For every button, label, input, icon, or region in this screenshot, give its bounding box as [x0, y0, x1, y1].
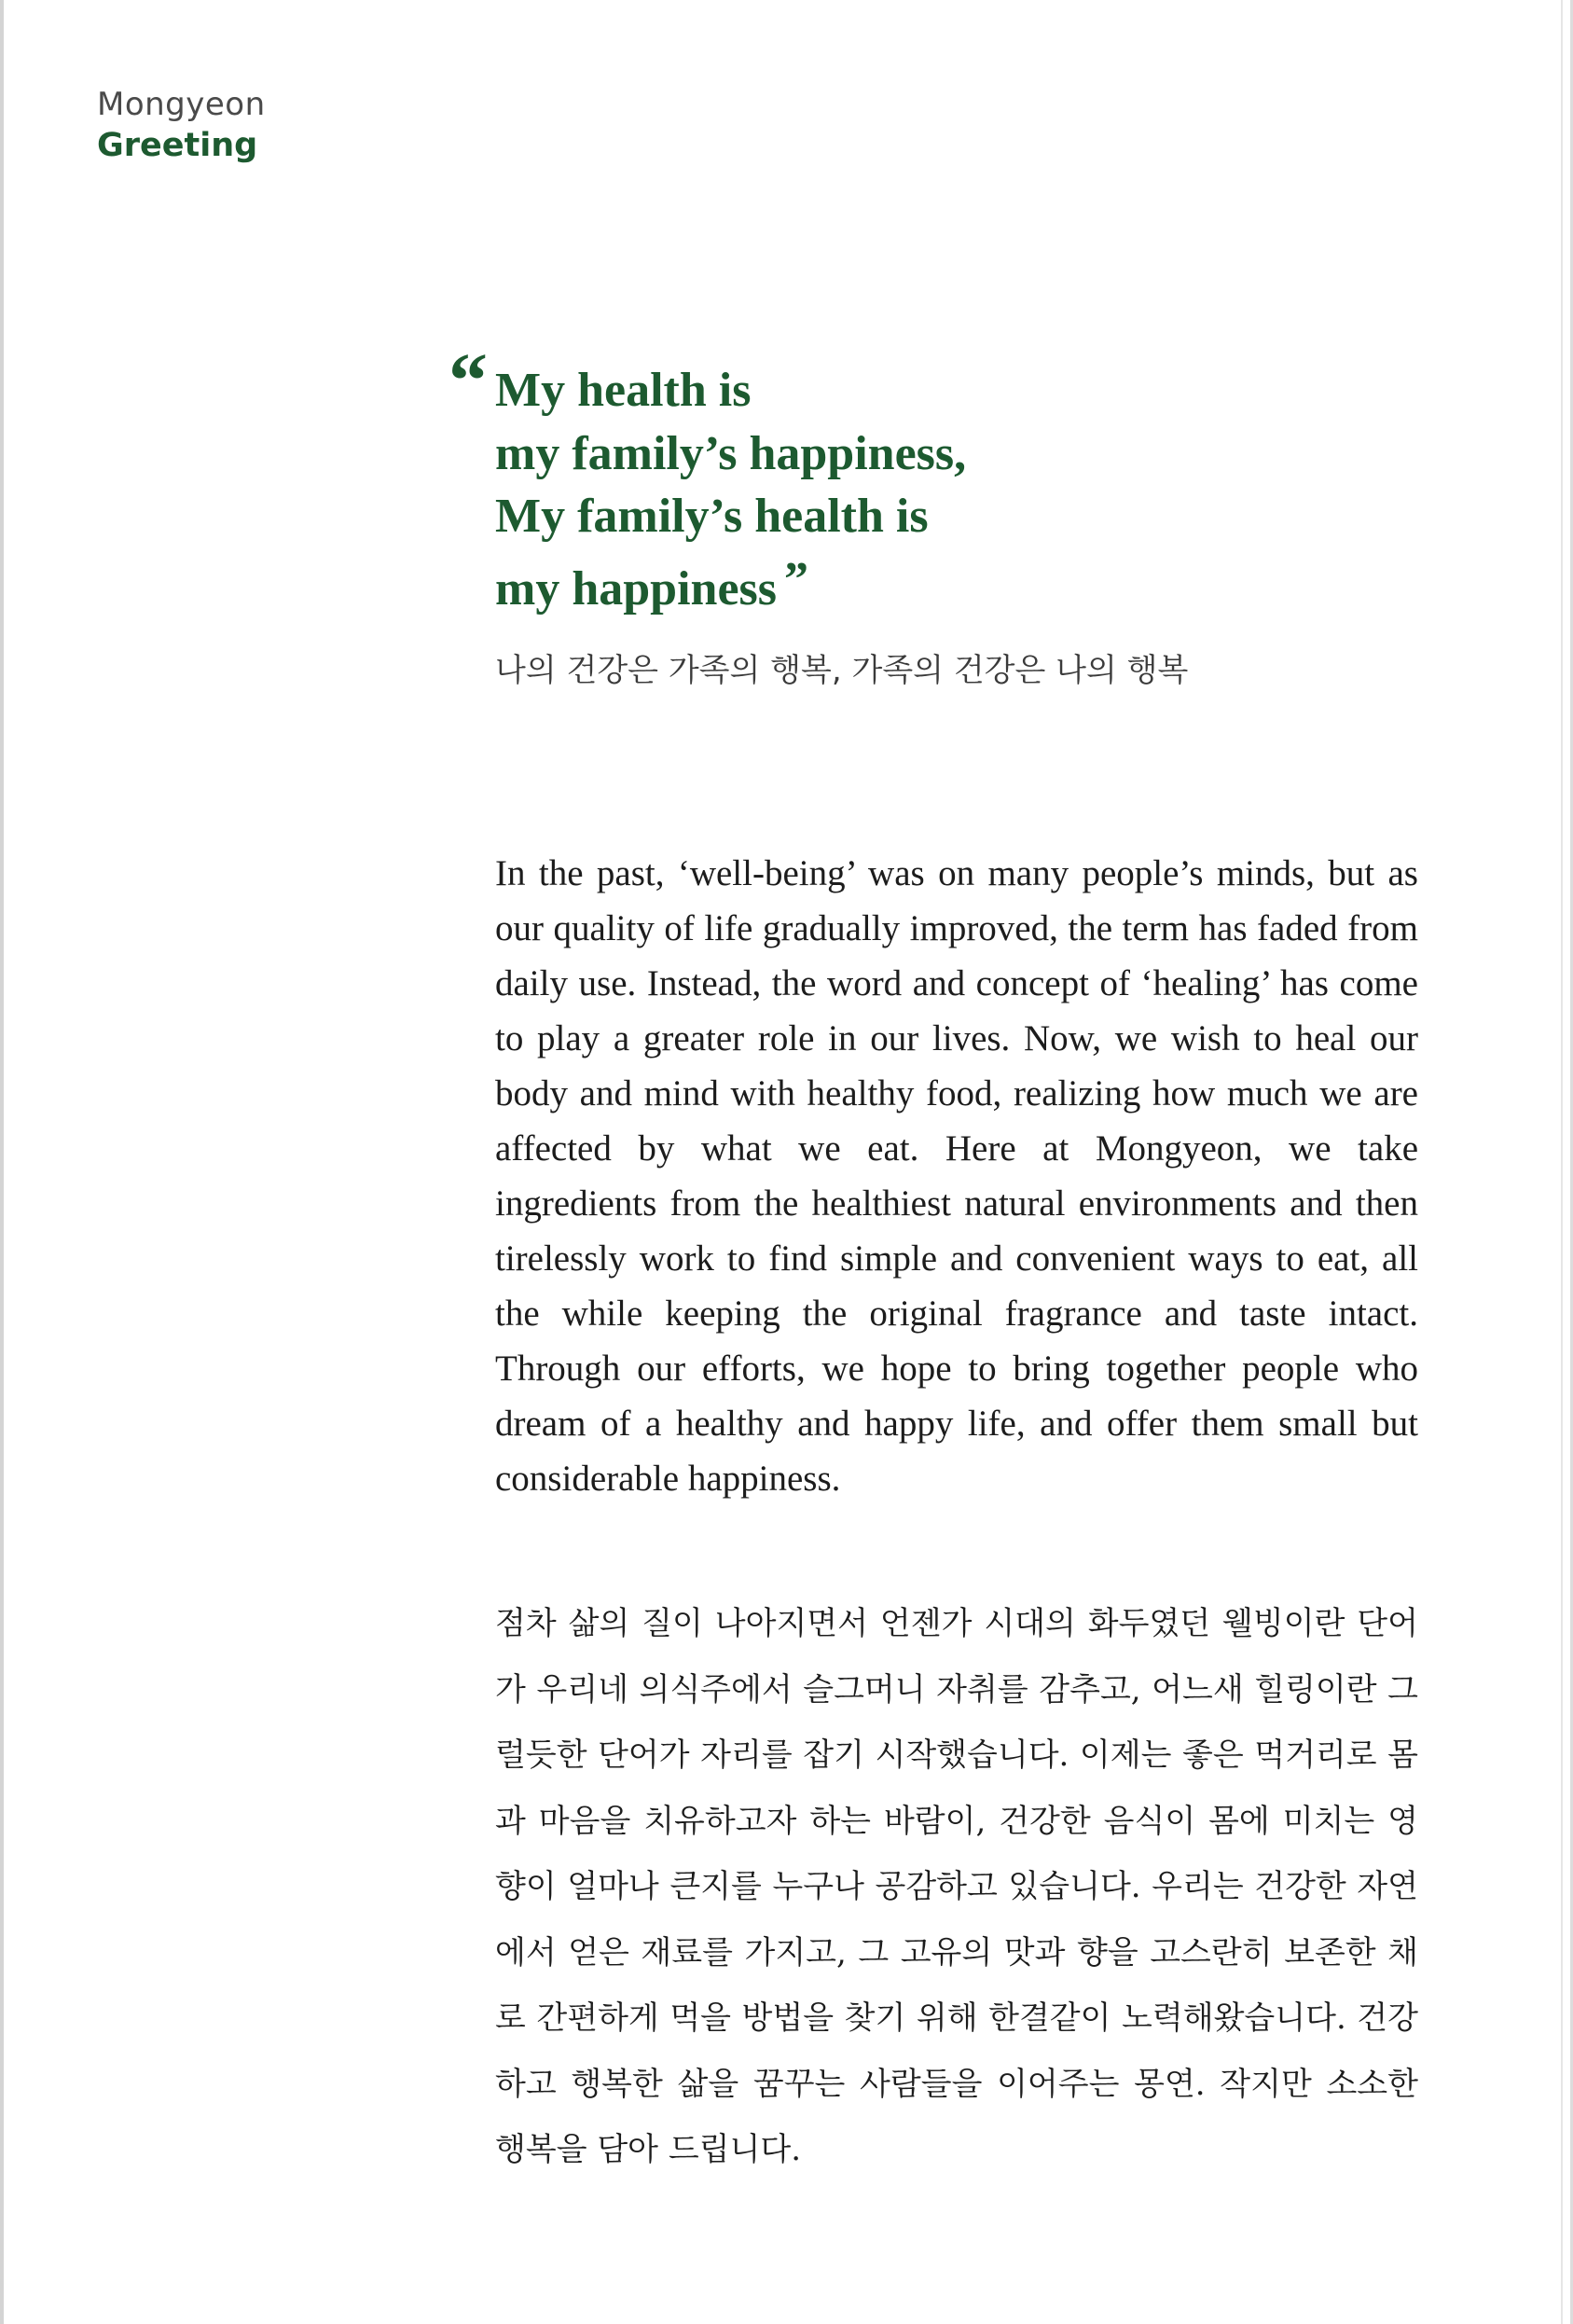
page-edge-shadow: [1561, 0, 1563, 2324]
quote-line-4: [495, 548, 1428, 621]
korean-paragraph: 점차 삶의 질이 나아지면서 언젠가 시대의 화두였던 웰빙이란 단어가 우리네 의식주에서 슬그머니 자취를 감추고, 어느새 힐링이란 그럴듯한 단어가 자리를 잡기 시작했습니다. 이제는 좋은 먹거리로 몸과 마음을 치유하고자 하는 바람이, 건강한 음식이 몸에 미치는 영향이 얼마나 큰지를 누구나 공감하고 있습니다. 우리는 건강한 자연에서 얻은 재료를 가지고, 그 고유의 맛과 향을 고스란히 보존한 채로 간편하게 먹을 방법을 찾기 위해 한결같이 노력해왔습니다. 건강하고 행복한 삶을 꿈꾸는 사람들을 이어주는 몽연. 작지만 소소한 행복을 담아 드립니다.: [495, 1605, 1418, 2168]
quote-korean-translation: 나의 건강은 가족의 행복, 가족의 건강은 나의 행복: [495, 652, 1189, 689]
open-quote-mark: “: [448, 338, 488, 424]
quote-line-3: My family’s health is: [495, 490, 929, 543]
quote-line-2: my family’s happiness,: [495, 426, 967, 480]
quote-line-4-text: my happiness: [495, 561, 777, 616]
close-quote-mark: ”: [784, 552, 808, 606]
section-title: Greeting: [97, 127, 258, 164]
headline-quote: [448, 338, 1428, 690]
english-paragraph: In the past, ‘well-being’ was on many people’s minds, but as our quality of life gradually improved, the term has faded from daily use. Instead, the word and concept of ‘healing’ has come to play a greater role in our lives. Now, we wish to heal our body and mind with healthy food, realizing how much we are affected by what we eat. Here at Mongyeon, we take ingredients from the healthiest natural environments and then tirelessly work to find simple and convenient ways to eat, all the while keeping the original fragrance and taste intact. Through our efforts, we hope to bring together people who dream of a healthy and happy life, and offer them small but considerable happiness.: [495, 853, 1418, 1499]
page-header: [97, 84, 266, 166]
brand-name: Mongyeon: [97, 86, 266, 123]
quote-line-1: My health is: [495, 364, 752, 417]
